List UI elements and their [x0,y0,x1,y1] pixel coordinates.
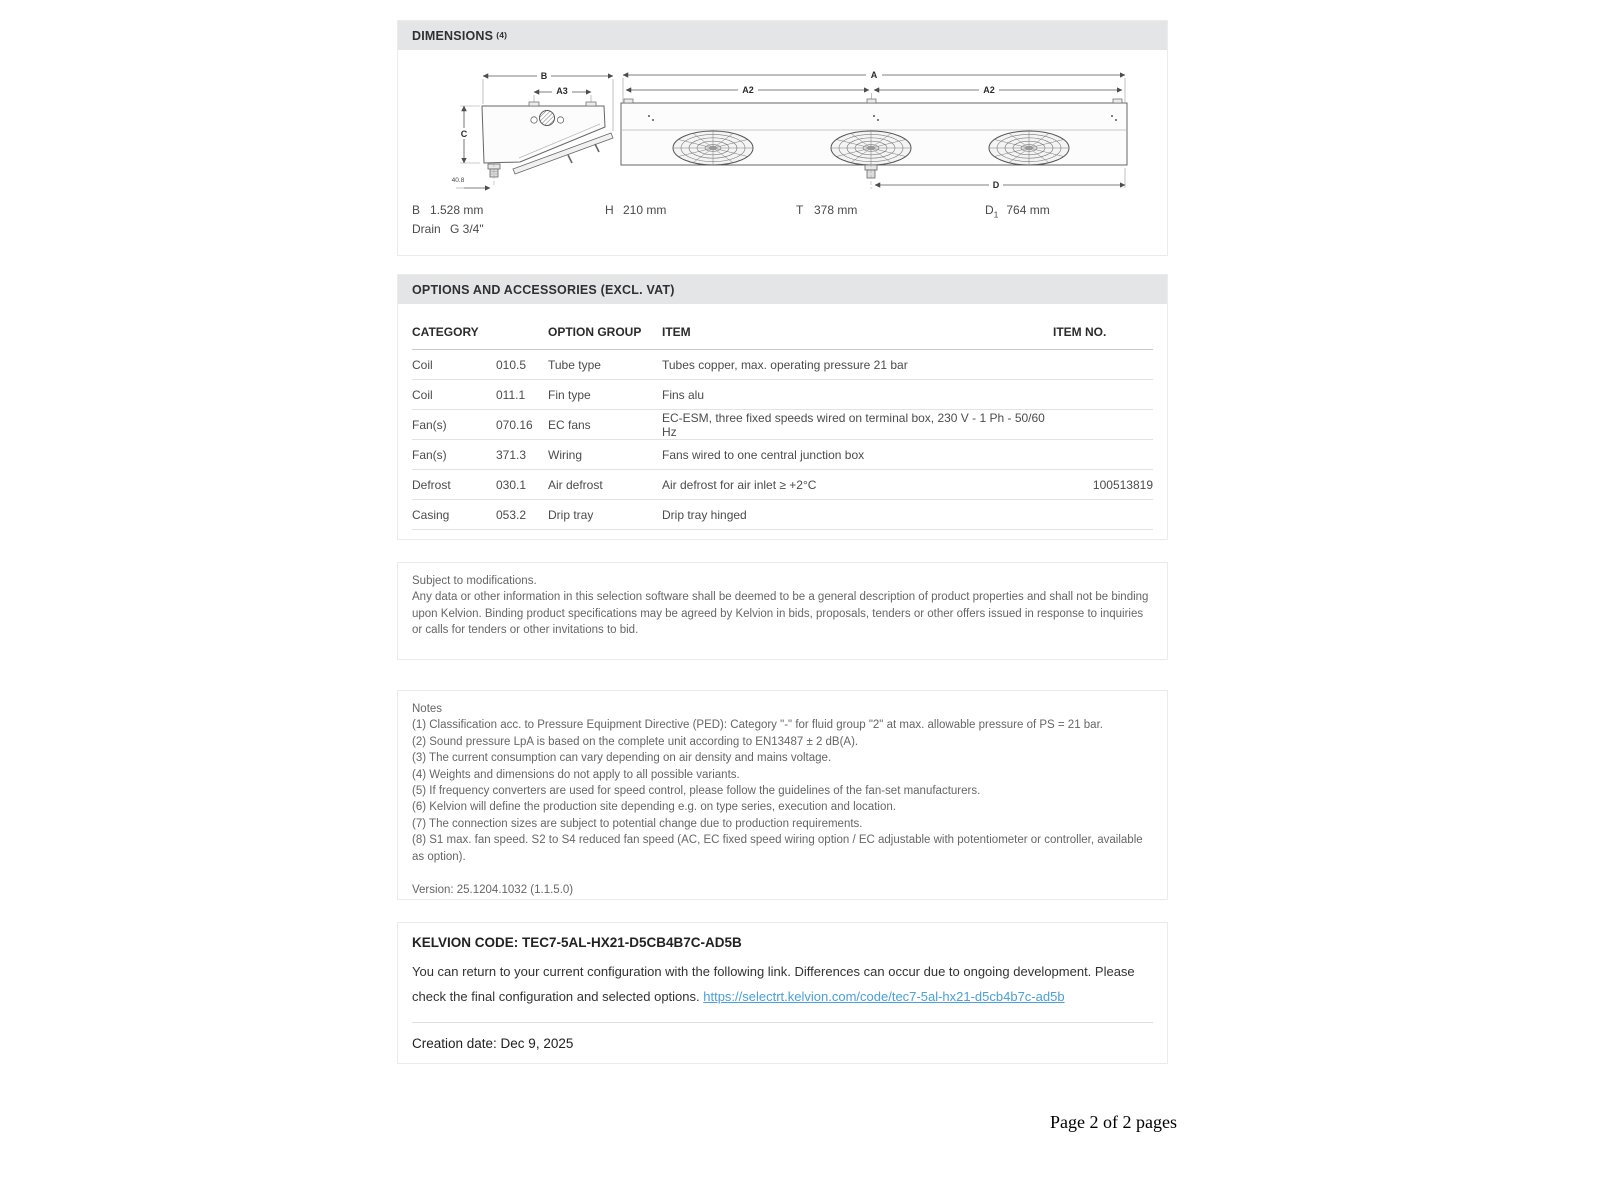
cell-category: Fan(s) [412,440,496,470]
dim-label-d: D [992,180,1000,190]
cell-code: 010.5 [496,350,548,380]
kelvion-code-heading: KELVION CODE: TEC7-5AL-HX21-D5CB4B7C-AD5B [412,935,742,950]
disclaimer-section [397,562,1168,660]
cell-option-group: Wiring [548,440,662,470]
note-line: (3) The current consumption can vary depending on air density and mains voltage. [412,752,832,765]
options-section [397,274,1168,540]
cell-category: Fan(s) [412,410,496,440]
dimension-drawing [398,55,1167,207]
cell-item-no [1053,380,1153,410]
dimensions-header [398,21,1167,50]
cell-option-group: Fin type [548,380,662,410]
divider [412,1022,1153,1023]
disclaimer-line2: Any data or other information in this selection software shall be deemed to be a general description of product properties and shall not be binding upon Kelvion. Binding product specifications may be agreed by Kelvion in bids, proposals, tenders or other offers issued in response to inquiries or calls for tenders or other invitations to bid. [412,591,1149,637]
cell-item: Air defrost for air inlet ≥ +2°C [662,470,1053,500]
options-table-header-row [412,316,1153,350]
options-table [412,316,1153,530]
cell-category: Coil [412,350,496,380]
dim-value-drain: Drain G 3/4" [412,222,484,236]
cell-code: 053.2 [496,500,548,530]
dimensions-section [397,20,1168,256]
cell-code: 030.1 [496,470,548,500]
note-line: (2) Sound pressure LpA is based on the complete unit according to EN13487 ± 2 dB(A). [412,735,859,748]
fan-2-icon [831,131,911,165]
drain-fitting-icon [488,163,500,187]
options-header [398,275,1167,304]
version-text: Version: 25.1204.1032 (1.1.5.0) [412,884,574,897]
column-header-option-group: OPTION GROUP [548,316,662,350]
table-row [412,410,1153,440]
column-header-code [496,316,548,350]
cell-category: Casing [412,500,496,530]
dim-label-a: A [870,70,878,80]
dimension-values-row [412,203,1153,220]
port-icon [557,117,563,123]
cell-option-group: EC fans [548,410,662,440]
cell-code: 371.3 [496,440,548,470]
cell-item-no [1053,350,1153,380]
fan-3-icon [989,131,1069,165]
cell-code: 011.1 [496,380,548,410]
disclaimer-line1: Subject to modifications. [412,575,537,587]
cell-option-group: Air defrost [548,470,662,500]
cell-option-group: Tube type [548,350,662,380]
kelvion-code-section [397,922,1168,1064]
column-header-item-no: ITEM NO. [1053,316,1153,350]
fan-1-icon [673,131,753,165]
note-line: (4) Weights and dimensions do not apply to all possible variants. [412,768,740,781]
cell-item: EC-ESM, three fixed speeds wired on terminal box, 230 V - 1 Ph - 50/60 Hz [662,410,1053,440]
cell-category: Coil [412,380,496,410]
table-row [412,500,1153,530]
column-header-item: ITEM [662,316,1053,350]
port-icon [531,117,537,123]
drain-value-row [412,222,1153,236]
cell-item: Drip tray hinged [662,500,1053,530]
cell-item-no [1053,500,1153,530]
column-header-category: CATEGORY [412,316,496,350]
cell-item: Fins alu [662,380,1053,410]
kelvion-code-text: You can return to your current configuration with the following link. Differences can occur due to ongoing development. Please check the final configuration and selected options. [412,964,1135,1004]
dim-label-offset: 40.8 [451,177,465,184]
cell-option-group: Drip tray [548,500,662,530]
connection-icon [540,111,555,126]
note-line: (6) Kelvion will define the production site depending e.g. on type series, execution and location. [412,801,896,814]
table-row [412,440,1153,470]
dim-label-a2-left: A2 [742,85,754,95]
cell-item: Tubes copper, max. operating pressure 21 bar [662,350,1053,380]
note-line: (1) Classification acc. to Pressure Equipment Directive (PED): Category "-" for fluid group "2" at max. allowable pressure of PS = 21 bar. [412,719,1103,732]
cell-code: 070.16 [496,410,548,440]
front-view-drawing [621,69,1127,190]
cell-item-no [1053,410,1153,440]
table-row [412,380,1153,410]
note-line: (7) The connection sizes are subject to potential change due to production requirements. [412,817,863,830]
configuration-link[interactable]: https://selectrt.kelvion.com/code/tec7-5al-hx21-d5cb4b7c-ad5b [703,989,1065,1004]
note-line: (8) S1 max. fan speed. S2 to S4 reduced fan speed (AC, EC fixed speed wiring option / EC adjustable with potentiometer or controller, available as option). [412,834,1143,863]
cell-item-no [1053,440,1153,470]
cell-item: Fans wired to one central junction box [662,440,1053,470]
kelvion-code-paragraph [412,959,1153,1009]
creation-date: Creation date: Dec 9, 2025 [412,1036,574,1051]
dim-label-a2-right: A2 [983,85,995,95]
dim-label-a3: A3 [556,86,568,96]
side-view-drawing [452,70,613,188]
dimensions-title-footnote: (4) [496,29,508,40]
dim-label-c: C [460,129,468,139]
cell-item-no: 100513819 [1053,470,1153,500]
dim-value-h: H 210 mm [605,203,667,217]
dim-value-b: B 1.528 mm [412,203,484,217]
dim-value-t: T 378 mm [796,203,858,217]
cell-category: Defrost [412,470,496,500]
page-number: Page 2 of 2 pages [1050,1112,1177,1132]
table-row [412,350,1153,380]
options-title: OPTIONS AND ACCESSORIES (EXCL. VAT) [412,282,675,297]
dim-value-d1: $D_1$ 764 mm [985,203,1050,220]
dim-label-b: B [540,71,548,81]
table-row [412,470,1153,500]
notes-section [397,690,1168,900]
note-line: (5) If frequency converters are used for speed control, please follow the guidelines of the fan-set manufacturers. [412,785,981,798]
dimensions-title: DIMENSIONS [412,28,494,43]
notes-title: Notes [412,703,443,715]
